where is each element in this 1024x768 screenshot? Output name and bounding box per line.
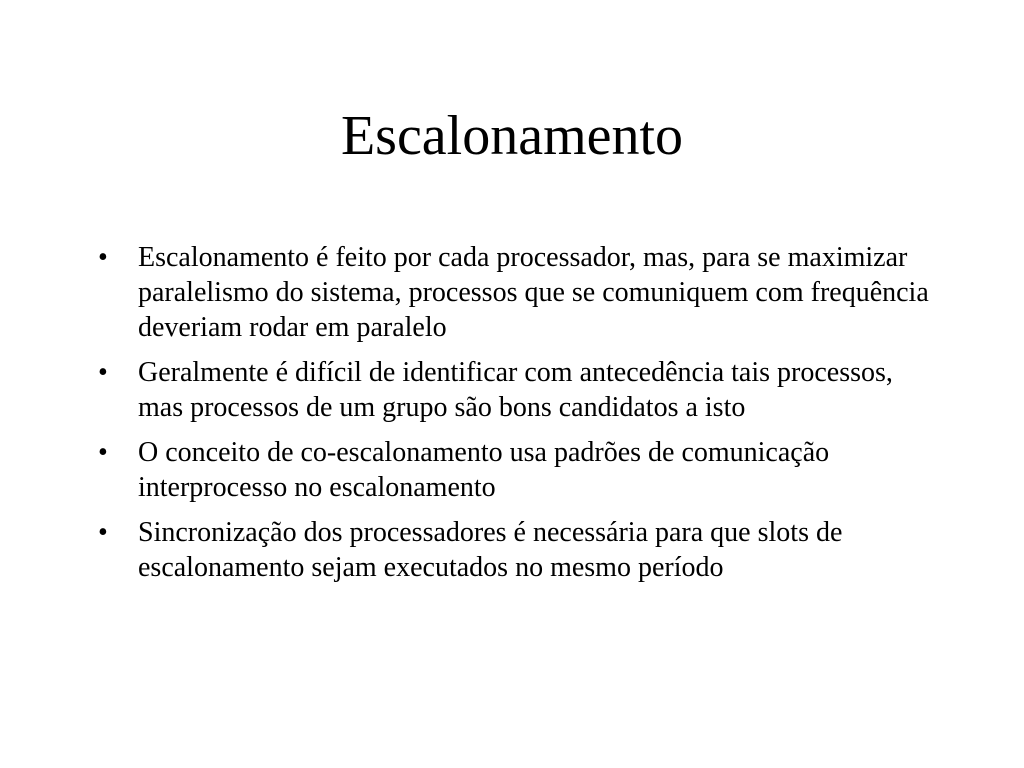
slide-title: Escalonamento	[340, 105, 684, 167]
bullet-icon: •	[98, 357, 108, 388]
bullet-item	[98, 435, 938, 505]
bullet-item	[98, 355, 938, 425]
bullet-text: Escalonamento é feito por cada processador, mas, para se maximizar paralelismo do sistema, processos que se comuniquem com frequência deveriam rodar em paralelo	[138, 242, 929, 343]
bullet-icon: •	[98, 517, 108, 548]
bullet-icon: •	[98, 437, 108, 468]
bullet-item	[98, 515, 938, 585]
bullet-text: O conceito de co-escalonamento usa padrões de comunicação interprocesso no escalonamento	[138, 437, 830, 503]
bullet-item	[98, 240, 938, 345]
bullet-text: Geralmente é difícil de identificar com antecedência tais processos, mas processos de um grupo são bons candidatos a isto	[138, 357, 893, 423]
bullet-list	[98, 240, 938, 595]
bullet-icon: •	[98, 242, 108, 273]
bullet-text: Sincronização dos processadores é necessária para que slots de escalonamento sejam executados no mesmo período	[138, 517, 843, 583]
